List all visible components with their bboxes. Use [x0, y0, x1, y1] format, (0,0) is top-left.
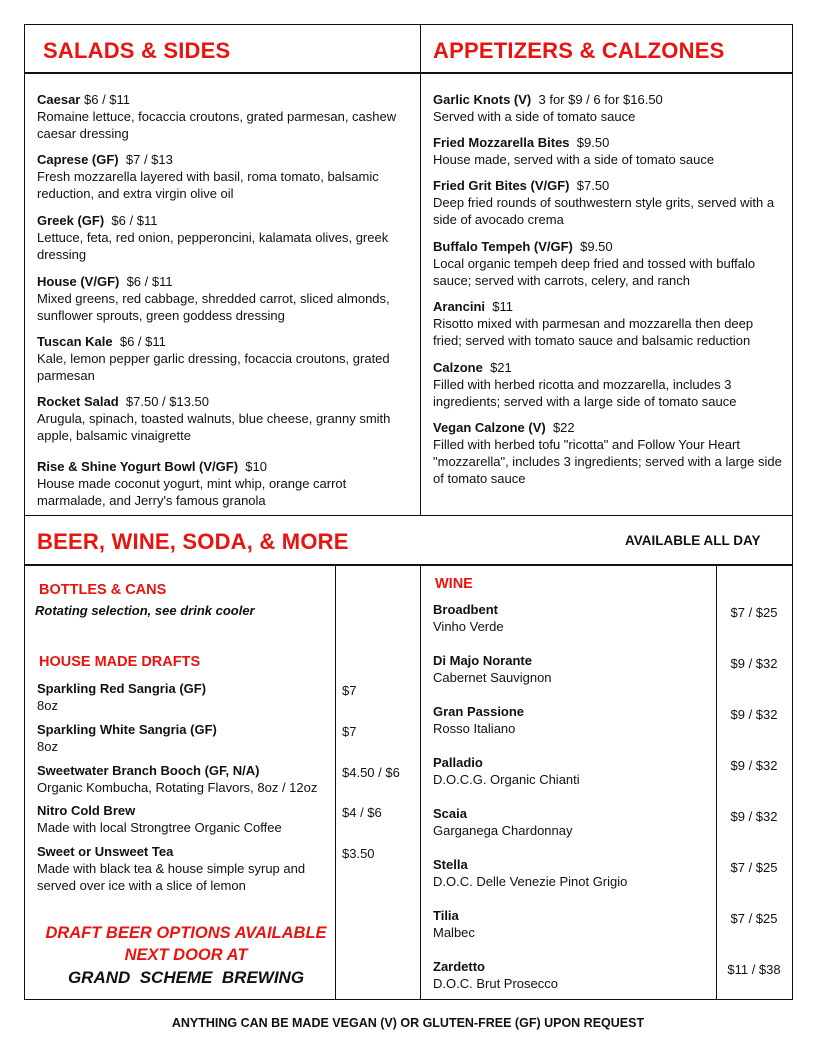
item-desc: Deep fried rounds of southwestern style grits, served with a side of avocado crema: [433, 195, 775, 227]
item-desc: D.O.C. Delle Venezie Pinot Grigio: [433, 874, 628, 889]
draft-price: $7: [342, 724, 357, 739]
wine-price: $7 / $25: [730, 860, 778, 875]
item-name: Di Majo Norante: [433, 653, 532, 668]
wine-price: $9 / $32: [730, 809, 778, 824]
item-name: Scaia: [433, 806, 467, 821]
item-desc: House made coconut yogurt, mint whip, orange carrot marmalade, and Jerry's famous granola: [37, 476, 347, 508]
item-name: Greek (GF): [37, 213, 105, 228]
item-name: Rise & Shine Yogurt Bowl (V/GF): [37, 459, 239, 474]
wine-price: $9 / $32: [730, 758, 778, 773]
wine-item: [433, 652, 713, 686]
item-price: $7.50: [576, 178, 610, 193]
item-price: $10: [245, 459, 267, 474]
vegan-gf-footer: ANYTHING CAN BE MADE VEGAN (V) OR GLUTEN-FREE (GF) UPON REQUEST: [171, 1016, 645, 1030]
item-desc: House made, served with a side of tomato sauce: [433, 152, 715, 167]
item-price: $6 / $11: [84, 92, 131, 107]
item-desc: Romaine lettuce, focaccia croutons, grated parmesan, cashew caesar dressing: [37, 109, 397, 141]
item-price: $6 / $11: [111, 213, 158, 228]
menu-item: [433, 238, 783, 289]
menu-item: [37, 393, 402, 444]
item-desc: Vinho Verde: [433, 619, 504, 634]
item-desc: Garganega Chardonnay: [433, 823, 573, 838]
wine-item: [433, 601, 713, 635]
item-desc: Risotto mixed with parmesan and mozzarella then deep fried; served with tomato sauce and balsamic reduction: [433, 316, 754, 348]
wine-item: [433, 856, 713, 890]
item-name: Calzone: [433, 360, 483, 375]
menu-item: [433, 177, 783, 228]
item-name: Sweetwater Branch Booch (GF, N/A): [37, 763, 260, 778]
item-desc: Malbec: [433, 925, 475, 940]
available-all-day: AVAILABLE ALL DAY: [625, 533, 761, 548]
wine-price: $7 / $25: [730, 911, 778, 926]
menu-item: [37, 333, 402, 384]
item-desc: Cabernet Sauvignon: [433, 670, 552, 685]
item-name: Caprese (GF): [37, 152, 119, 167]
promo-line-1: DRAFT BEER OPTIONS AVAILABLE: [45, 924, 327, 942]
item-name: House (V/GF): [37, 274, 120, 289]
wine-item: [433, 805, 713, 839]
wine-item: [433, 958, 713, 992]
item-price: $7 / $13: [125, 152, 173, 167]
item-desc: 8oz: [37, 698, 58, 713]
item-price: 3 for $9 / 6 for $16.50: [538, 92, 663, 107]
item-desc: Rosso Italiano: [433, 721, 516, 736]
item-name: Nitro Cold Brew: [37, 803, 136, 818]
item-name: Garlic Knots (V): [433, 92, 532, 107]
item-price: $6 / $11: [119, 334, 166, 349]
drafts-heading: HOUSE MADE DRAFTS: [39, 654, 201, 670]
menu-item: [433, 419, 783, 487]
menu-item: [433, 359, 783, 410]
item-name: Vegan Calzone (V): [433, 420, 546, 435]
draft-item: [37, 843, 329, 894]
item-name: Fried Mozzarella Bites: [433, 135, 570, 150]
promo-brewery: GRAND SCHEME BREWING: [67, 968, 305, 987]
item-desc: Local organic tempeh deep fried and tossed with buffalo sauce; served with carrots, celery, and ranch: [433, 256, 756, 288]
item-name: Fried Grit Bites (V/GF): [433, 178, 570, 193]
item-name: Zardetto: [433, 959, 485, 974]
item-name: Rocket Salad: [37, 394, 119, 409]
item-name: Sparkling White Sangria (GF): [37, 722, 217, 737]
drinks-heading: BEER, WINE, SODA, & MORE: [37, 529, 349, 554]
item-name: Arancini: [433, 299, 486, 314]
item-name: Sweet or Unsweet Tea: [37, 844, 174, 859]
item-name: Tuscan Kale: [37, 334, 113, 349]
menu-item: [433, 298, 783, 349]
item-price: $22: [552, 420, 575, 435]
bottles-note: Rotating selection, see drink cooler: [35, 603, 255, 618]
item-price: $11: [492, 299, 513, 314]
bottles-heading: BOTTLES & CANS: [39, 582, 167, 598]
salads-heading: SALADS & SIDES: [43, 38, 231, 63]
item-desc: Organic Kombucha, Rotating Flavors, 8oz / 12oz: [37, 780, 318, 795]
appetizers-heading: APPETIZERS & CALZONES: [433, 38, 725, 63]
promo-line-2: NEXT DOOR AT: [124, 946, 248, 964]
item-desc: Served with a side of tomato sauce: [433, 109, 636, 124]
wine-price: $9 / $32: [730, 707, 778, 722]
item-desc: D.O.C. Brut Prosecco: [433, 976, 558, 991]
draft-item: [37, 721, 332, 755]
item-name: Gran Passione: [433, 704, 525, 719]
item-desc: Arugula, spinach, toasted walnuts, blue cheese, granny smith apple, balsamic vinaigrette: [37, 411, 391, 443]
item-desc: Mixed greens, red cabbage, shredded carrot, sliced almonds, sunflower sprouts, green goddess dressing: [37, 291, 390, 323]
item-name: Stella: [433, 857, 468, 872]
menu-item: [37, 151, 402, 202]
draft-item: [37, 802, 332, 836]
item-desc: Made with local Strongtree Organic Coffee: [37, 820, 282, 835]
item-desc: Fresh mozzarella layered with basil, roma tomato, balsamic reduction, and extra virgin olive oil: [37, 169, 379, 201]
item-desc: Made with black tea & house simple syrup and served over ice with a slice of lemon: [37, 861, 306, 893]
wine-item: [433, 754, 713, 788]
item-desc: 8oz: [37, 739, 58, 754]
menu-item: [433, 91, 783, 125]
menu-item: [37, 212, 402, 263]
draft-price: $4.50 / $6: [342, 765, 400, 780]
item-price: $9.50: [580, 239, 613, 254]
item-name: Caesar: [37, 92, 81, 107]
menu-item: [37, 273, 402, 324]
menu-item: [37, 458, 402, 509]
item-desc: D.O.C.G. Organic Chianti: [433, 772, 580, 787]
item-name: Buffalo Tempeh (V/GF): [433, 239, 573, 254]
draft-item: [37, 680, 332, 714]
draft-beer-promo: [26, 922, 346, 990]
wine-heading: WINE: [435, 576, 473, 592]
menu-item: [433, 134, 783, 168]
item-name: Palladio: [433, 755, 483, 770]
draft-price: $4 / $6: [342, 805, 382, 820]
item-desc: Filled with herbed tofu "ricotta" and Follow Your Heart "mozzarella", includes 3 ingredients; served with a large side of tomato sauce: [433, 437, 782, 486]
item-desc: Lettuce, feta, red onion, pepperoncini, kalamata olives, greek dressing: [37, 230, 389, 262]
item-name: Broadbent: [433, 602, 498, 617]
draft-price: $3.50: [342, 846, 375, 861]
item-name: Sparkling Red Sangria (GF): [37, 681, 207, 696]
item-name: Tilia: [433, 908, 459, 923]
wine-price: $11 / $38: [727, 962, 781, 977]
item-price: $7.50 / $13.50: [125, 394, 210, 409]
item-desc: Kale, lemon pepper garlic dressing, focaccia croutons, grated parmesan: [37, 351, 390, 383]
wine-price: $9 / $32: [730, 656, 778, 671]
draft-price: $7: [342, 683, 357, 698]
item-desc: Filled with herbed ricotta and mozzarella, includes 3 ingredients; served with a large side of tomato sauce: [433, 377, 737, 409]
wine-item: [433, 703, 713, 737]
wine-price: $7 / $25: [730, 605, 778, 620]
menu-item: [37, 91, 402, 142]
item-price: $9.50: [576, 135, 610, 150]
wine-item: [433, 907, 713, 941]
item-price: $6 / $11: [126, 274, 173, 289]
item-price: $21: [490, 360, 512, 375]
draft-item: [37, 762, 335, 796]
